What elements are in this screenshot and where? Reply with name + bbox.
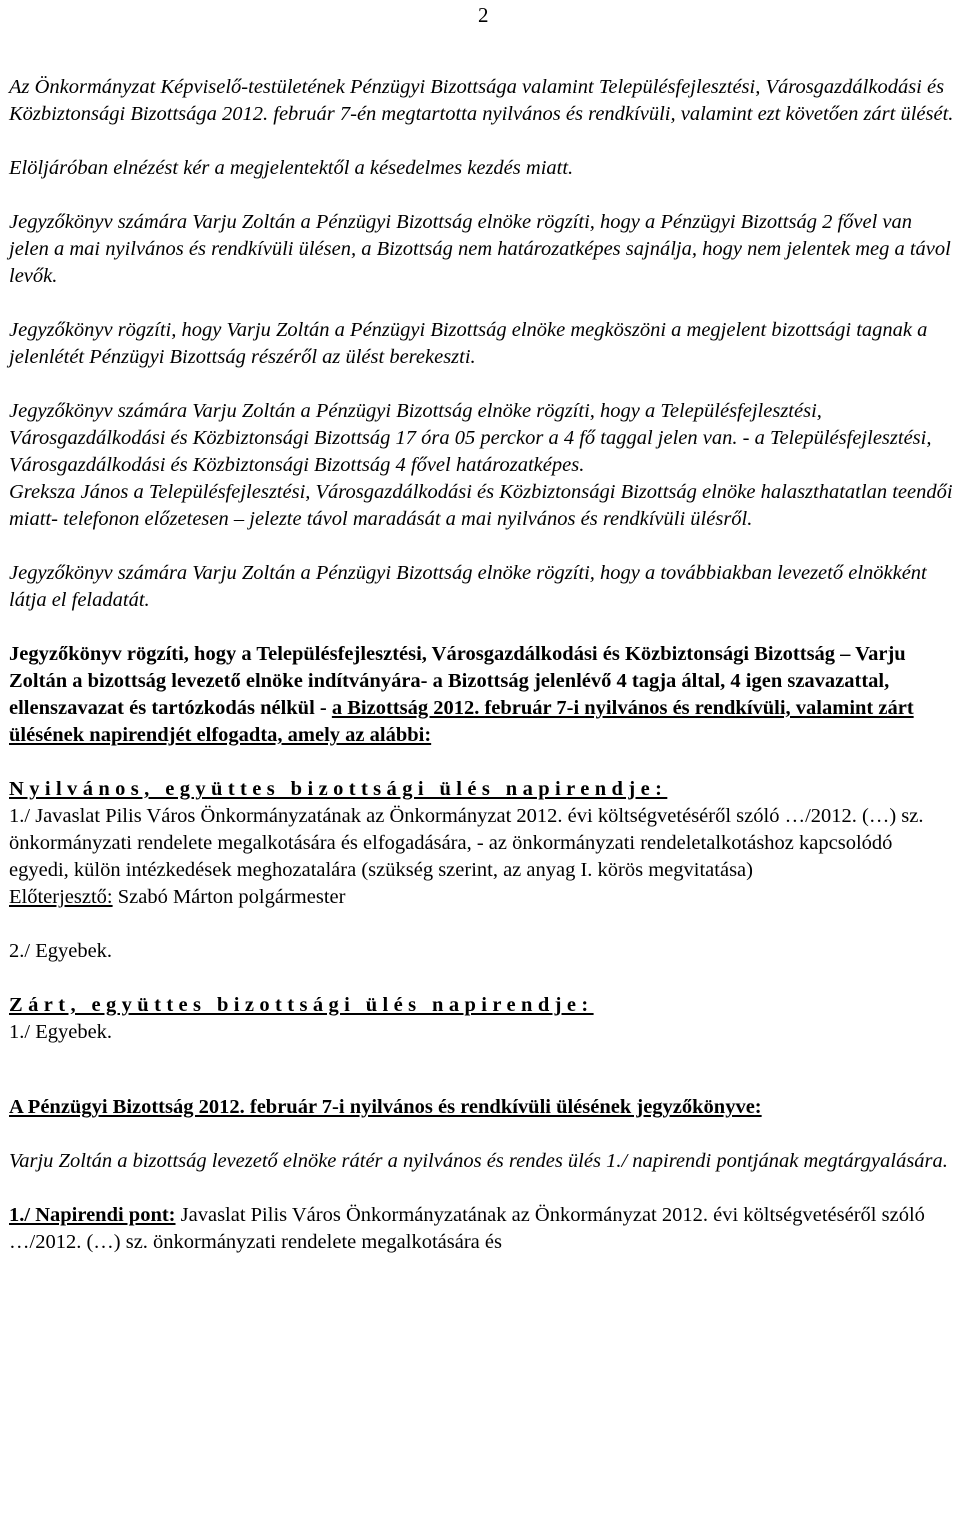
document-body	[9, 74, 955, 1256]
open-agenda-item-2: 2./ Egyebek.	[9, 940, 113, 962]
page-number: 2	[478, 3, 489, 27]
quorum-paragraph-financial: Jegyzőkönyv számára Varju Zoltán a Pénzügyi Bizottság elnöke rögzíti, hogy a Pénzügyi Bizottság 2 fővel van jelen a mai nyilvános és rendkívüli ülésen, a Bizottság nem határozatképes sajnálja, hogy nem jelentek meg a távol levők.	[9, 211, 951, 287]
apology-paragraph: Elöljáróban elnézést kér a megjelentektől a késedelmes kezdés miatt.	[9, 157, 574, 179]
closed-agenda-heading: Zárt, együttes bizottsági ülés napirendje:	[9, 994, 594, 1016]
quorum-paragraph-development: Jegyzőkönyv számára Varju Zoltán a Pénzügyi Bizottság elnöke rögzíti, hogy a Településfejlesztési, Városgazdálkodási és Közbiztonsági Bizottság 17 óra 05 perckor a 4 fő taggal jelen van. - a Településfejlesztési, Városgazdálkodási és Közbiztonsági Bizottság 4 fővel határozatképes.	[9, 400, 932, 476]
decision-paragraph	[9, 641, 955, 749]
agenda-point-label: 1./ Napirendi pont:	[9, 1204, 176, 1226]
presenter-line	[9, 884, 955, 911]
chair-paragraph: Jegyzőkönyv számára Varju Zoltán a Pénzügyi Bizottság elnöke rögzíti, hogy a továbbiakban levezető elnökként látja el feladatát.	[9, 562, 927, 611]
discussion-paragraph: Varju Zoltán a bizottság levezető elnöke rátér a nyilvános és rendes ülés 1./ napirendi pontjának megtárgyalására.	[9, 1150, 948, 1172]
decision-underlined-text: a Bizottság 2012. február 7-i nyilvános és rendkívüli, valamint zárt ülésének napirendjét elfogadta, amely az alábbi:	[9, 697, 914, 746]
absence-paragraph: Greksza János a Településfejlesztési, Városgazdálkodási és Közbiztonsági Bizottság elnöke halaszthatatlan teendői miatt- telefonon előzetesen – jelezte távol maradását a mai nyilvános és rendkívüli ülésről.	[9, 481, 953, 530]
open-agenda-heading: Nyilvános, együttes bizottsági ülés napirendje:	[9, 778, 668, 800]
intro-paragraph: Az Önkormányzat Képviselő-testületének Pénzügyi Bizottsága valamint Településfejlesztési, Városgazdálkodási és Közbiztonsági Bizottsága 2012. február 7-én megtartotta nyilvános és rendkívüli, valamint ezt követően zárt ülését.	[9, 76, 954, 125]
open-agenda-item-1: 1./ Javaslat Pilis Város Önkormányzatának az Önkormányzat 2012. évi költségvetéséről szóló …/2012. (…) sz. önkormányzati rendelete megalkotására és elfogadására, - az önkormányzati rendeletalkotáshoz kapcsolódó egyedi, külön intézkedések meghozatalára (szükség szerint, az anyag I. körös megvitatása)	[9, 805, 924, 881]
presenter-name: Szabó Márton polgármester	[112, 886, 346, 908]
agenda-point-paragraph	[9, 1202, 955, 1256]
decision-text: Jegyzőkönyv rögzíti, hogy a Településfejlesztési, Városgazdálkodási és Közbiztonsági Bizottság – Varju Zoltán a bizottság levezető elnöke indítványára- a Bizottság jelenlévő 4 tagja által, 4 igen szavazattal, ellenszavazat és tartózkodás nélkül -	[9, 643, 906, 719]
closed-agenda-item-1: 1./ Egyebek.	[9, 1021, 113, 1043]
presenter-label: Előterjesztő:	[9, 886, 113, 908]
closing-paragraph-financial: Jegyzőkönyv rögzíti, hogy Varju Zoltán a Pénzügyi Bizottság elnöke megköszöni a megjelent bizottsági tagnak a jelenlétét Pénzügyi Bizottság részéről az ülést berekeszti.	[9, 319, 928, 368]
agenda-point-text: Javaslat Pilis Város Önkormányzatának az Önkormányzat 2012. évi költségvetéséről szóló …/2012. (…) sz. önkormányzati rendelete megalkotására és	[9, 1204, 925, 1253]
minutes-heading: A Pénzügyi Bizottság 2012. február 7-i nyilvános és rendkívüli ülésének jegyzőkönyve:	[9, 1096, 762, 1118]
